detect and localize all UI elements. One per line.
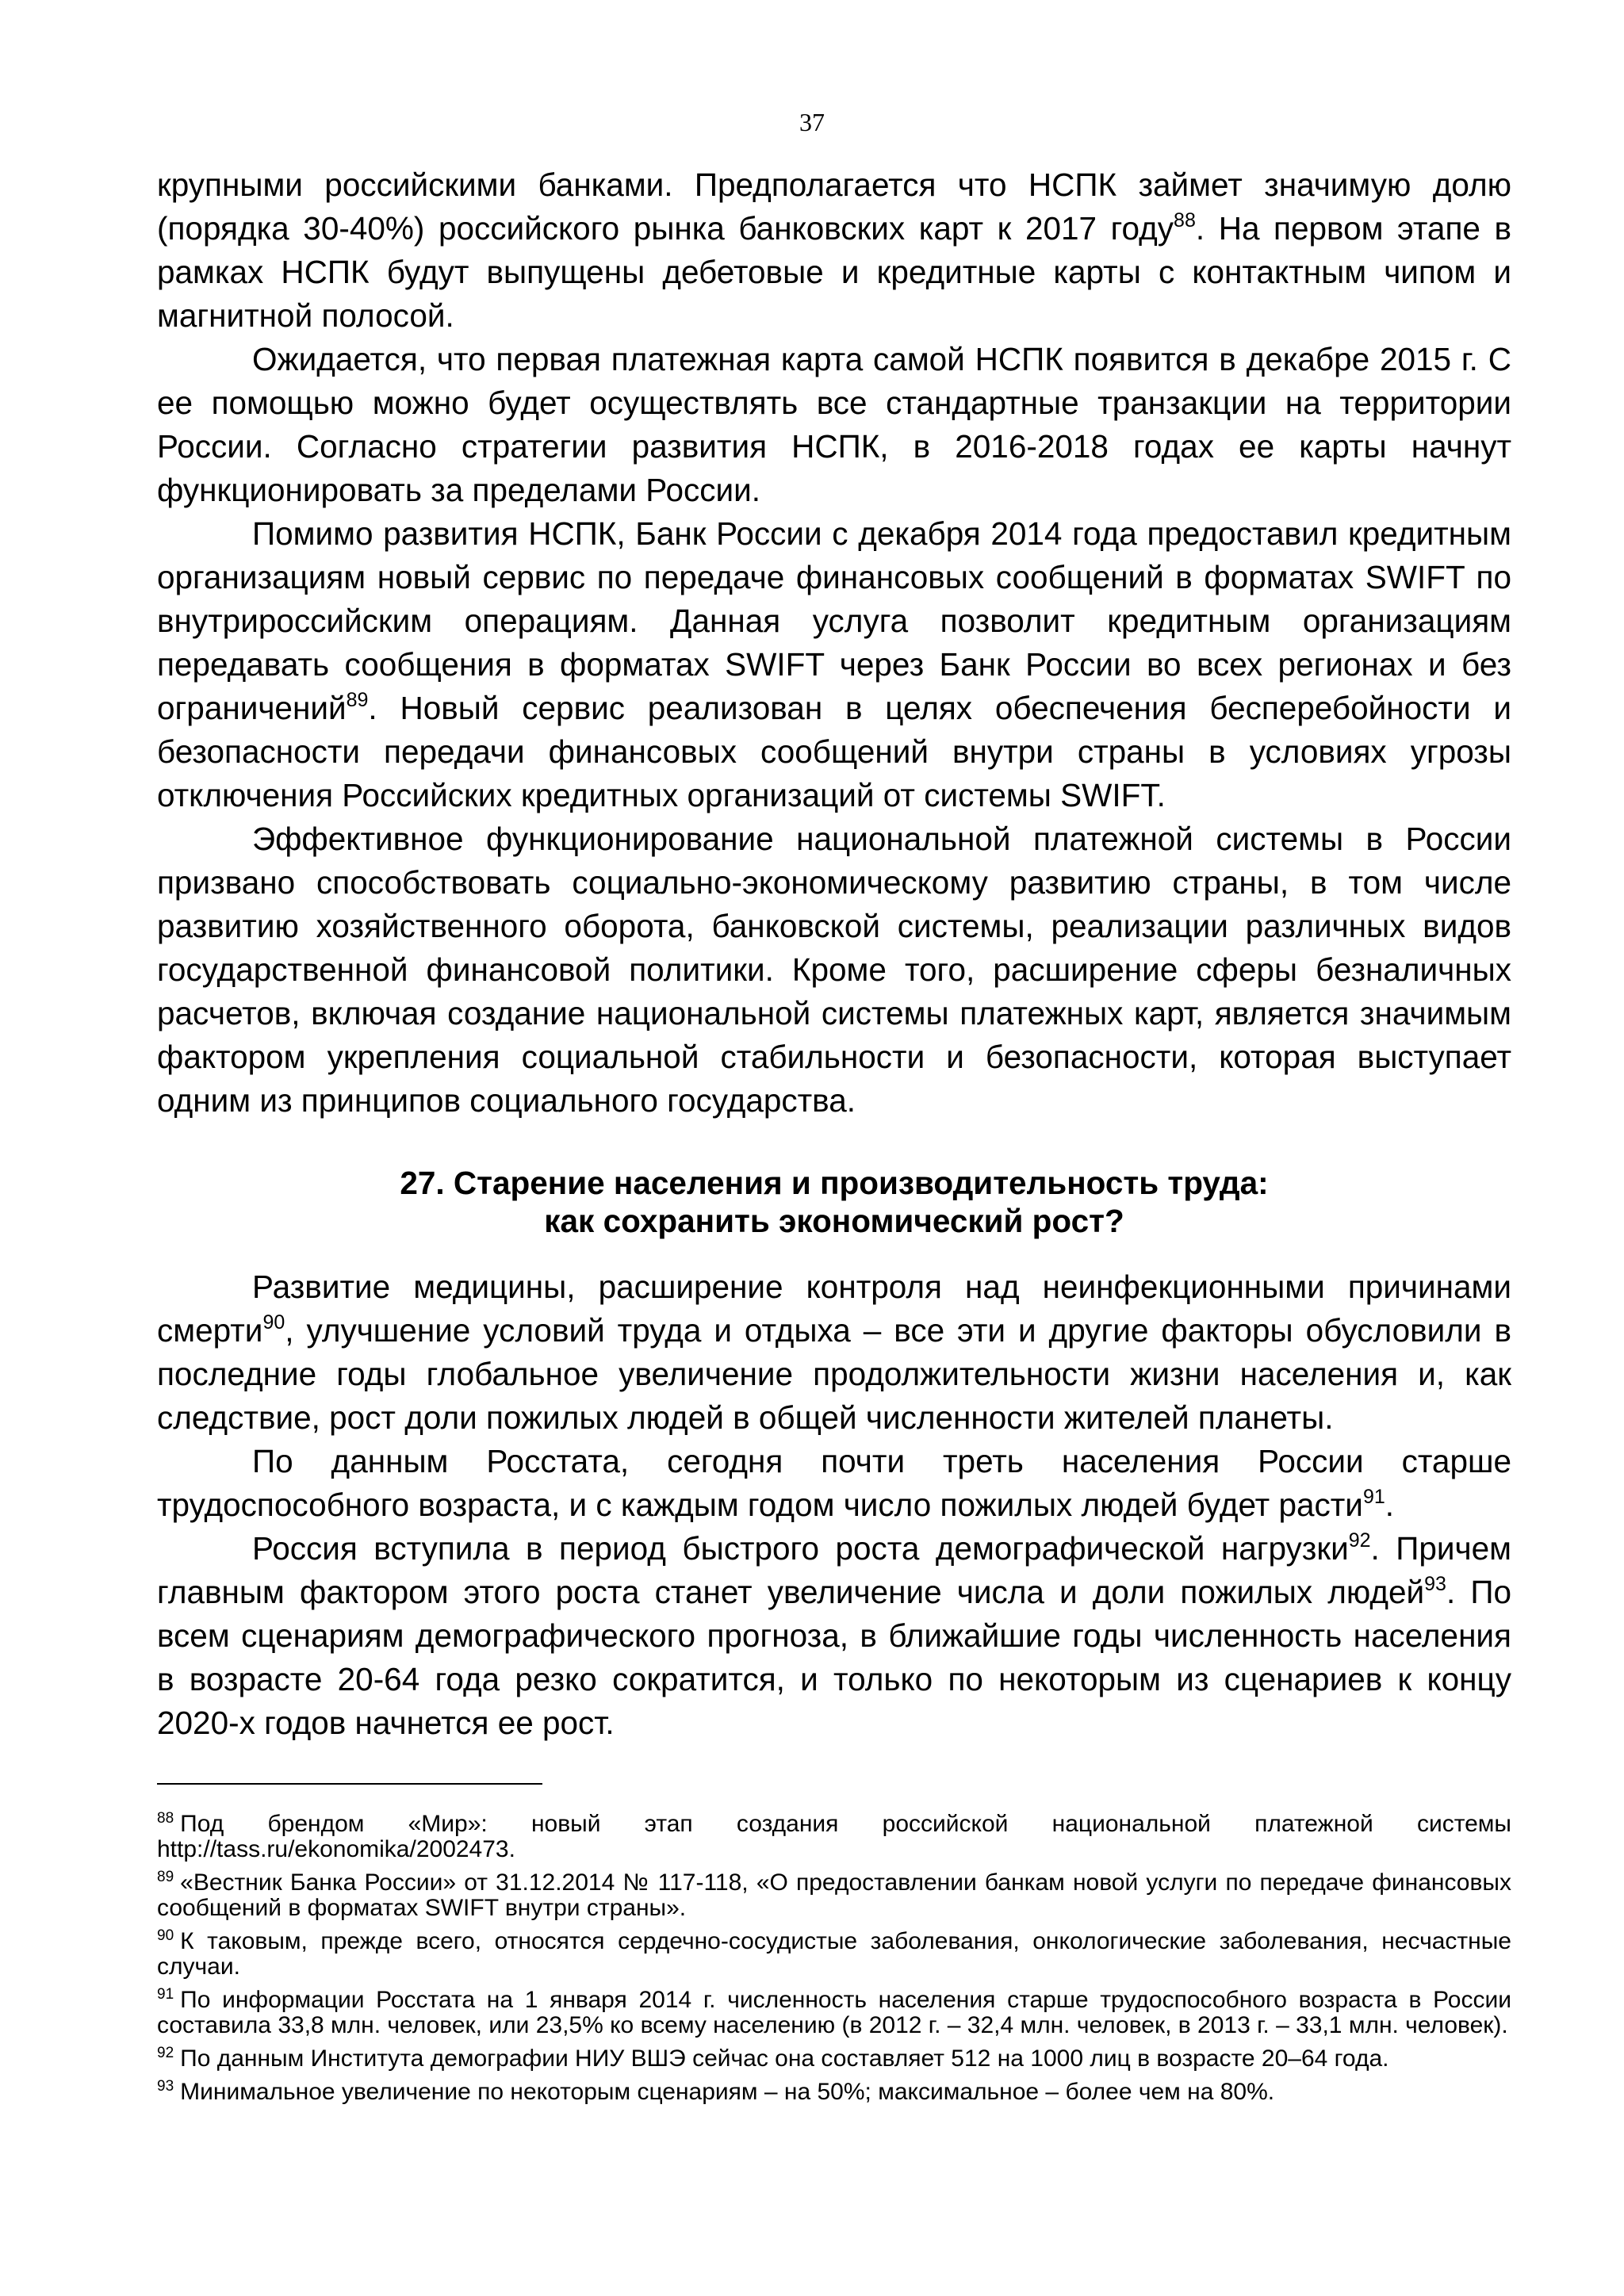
footnote: [157, 2080, 1511, 2105]
paragraph-text: . По всем сценариям демографического прогноза, в ближайшие годы численность населения в возрасте 20-64 года резко сократится, и только по некоторым из сценариев к концу 2020-х годов начнется ее рост.: [157, 1574, 1511, 1741]
footnote-ref[interactable]: 88: [1174, 209, 1196, 232]
paragraph-text: Помимо развития НСПК, Банк России с декабря 2014 года предоставил кредитным организациям новый сервис по передаче финансовых сообщений в форматах SWIFT по внутрироссийским операциям. Данная услуга позволит кредитным организациям передавать сообщения в форматах SWIFT через Банк России во всех регионах и без ограничений: [157, 515, 1511, 726]
paragraph-text: Ожидается, что первая платежная карта самой НСПК появится в декабре 2015 г. С ее помощью можно будет осуществлять все стандартные транзакции на территории России. Согласно стратегии развития НСПК, в 2016-2018 годах ее карты начнут функционировать за пределами России.: [157, 341, 1511, 508]
paragraph-text: По данным Росстата, сегодня почти треть населения России старше трудоспособного возраста, и с каждым годом число пожилых людей будет расти: [157, 1443, 1511, 1523]
footnote-text: К таковым, прежде всего, относятся сердечно-сосудистые заболевания, онкологические заболевания, несчастные случаи.: [157, 1928, 1511, 1980]
footnote-ref[interactable]: 92: [1348, 1529, 1371, 1552]
page-number: 37: [799, 108, 825, 136]
page-body: [157, 163, 1511, 2113]
footnote: [157, 1929, 1511, 1980]
paragraph: [157, 1440, 1511, 1527]
paragraph-text: . Причем главным фактором этого роста станет увеличение числа и доли пожилых людей: [157, 1530, 1511, 1610]
section-heading: [157, 1164, 1511, 1240]
section-heading-line-2: как сохранить экономический рост?: [544, 1203, 1124, 1239]
footnote-text: Минимальное увеличение по некоторым сценариям – на 50%; максимальное – более чем на 80%.: [180, 2079, 1275, 2105]
footnote-ref[interactable]: 93: [1424, 1572, 1446, 1595]
footnote-number: 89: [157, 1869, 174, 1885]
paragraph: [157, 512, 1511, 817]
paragraph-text: Развитие медицины, расширение контроля над неинфекционными причинами смерти: [157, 1269, 1511, 1349]
footnote-number: 90: [157, 1927, 174, 1944]
paragraph-text: Эффективное функционирование национальной платежной системы в России призвано способствовать социально-экономическому развитию страны, в том числе развитию хозяйственного оборота, банковской системы, реализации различных видов государственной финансовой политики. Кроме того, расширение сферы безналичных расчетов, включая создание национальной системы платежных карт, является значимым фактором укрепления социальной стабильности и безопасности, которая выступает одним из принципов социального государства.: [157, 821, 1511, 1119]
paragraph-text: , улучшение условий труда и отдыха – все эти и другие факторы обусловили в последние годы глобальное увеличение продолжительности жизни населения и, как следствие, рост доли пожилых людей в общей численности жителей планеты.: [157, 1312, 1511, 1436]
section-heading-line-1: 27. Старение населения и производительность труда:: [400, 1165, 1269, 1201]
footnote-ref[interactable]: 90: [262, 1311, 285, 1334]
paragraph: [157, 1527, 1511, 1745]
paragraph: [157, 817, 1511, 1123]
footnote-ref[interactable]: 91: [1362, 1485, 1385, 1508]
footnote-number: 93: [157, 2078, 174, 2095]
paragraph-text: крупными российскими банками. Предполагается что НСПК займет значимую долю (порядка 30-40%) российского рынка банковских карт к 2017 году: [157, 166, 1511, 247]
footnote-text: «Вестник Банка России» от 31.12.2014 № 117-118, «О предоставлении банкам новой услуги по передаче финансовых сообщений в форматах SWIFT внутри страны».: [157, 1869, 1511, 1921]
footnote: [157, 1812, 1511, 1862]
footnotes: [157, 1812, 1511, 2105]
paragraph-text: .: [1385, 1487, 1395, 1523]
footnote: [157, 1988, 1511, 2038]
paragraph-text: . На первом этапе в рамках НСПК будут выпущены дебетовые и кредитные карты с контактным чипом и магнитной полосой.: [157, 210, 1511, 334]
footnote: [157, 1870, 1511, 1921]
footnote-text: По данным Института демографии НИУ ВШЭ сейчас она составляет 512 на 1000 лиц в возрасте 20–64 года.: [180, 2045, 1389, 2072]
body-text-top: [157, 163, 1511, 1123]
paragraph: [157, 1265, 1511, 1440]
body-text-section: [157, 1265, 1511, 1745]
footnote-separator: [157, 1783, 542, 1785]
footnote-text: Под брендом «Мир»: новый этап создания российской национальной платежной системы http://tass.ru/ekonomika/2002473.: [157, 1811, 1511, 1862]
footnote: [157, 2046, 1511, 2072]
footnote-number: 92: [157, 2045, 174, 2061]
footnote-number: 88: [157, 1810, 174, 1827]
paragraph: [157, 338, 1511, 512]
paragraph-text: . Новый сервис реализован в целях обеспечения бесперебойности и безопасности передачи финансовых сообщений внутри страны в условиях угрозы отключения Российских кредитных организаций от системы SWIFT.: [157, 690, 1511, 813]
paragraph-text: Россия вступила в период быстрого роста демографической нагрузки: [252, 1530, 1349, 1567]
footnote-ref[interactable]: 89: [346, 688, 369, 711]
footnote-text: По информации Росстата на 1 января 2014 г. численность населения старше трудоспособного возраста в России составила 33,8 млн. человек, или 23,5% ко всему населению (в 2012 г. – 32,4 млн. человек, в 2013 г. – 33,1 млн. человек).: [157, 1987, 1511, 2038]
footnote-number: 91: [157, 1986, 174, 2003]
paragraph: [157, 163, 1511, 338]
